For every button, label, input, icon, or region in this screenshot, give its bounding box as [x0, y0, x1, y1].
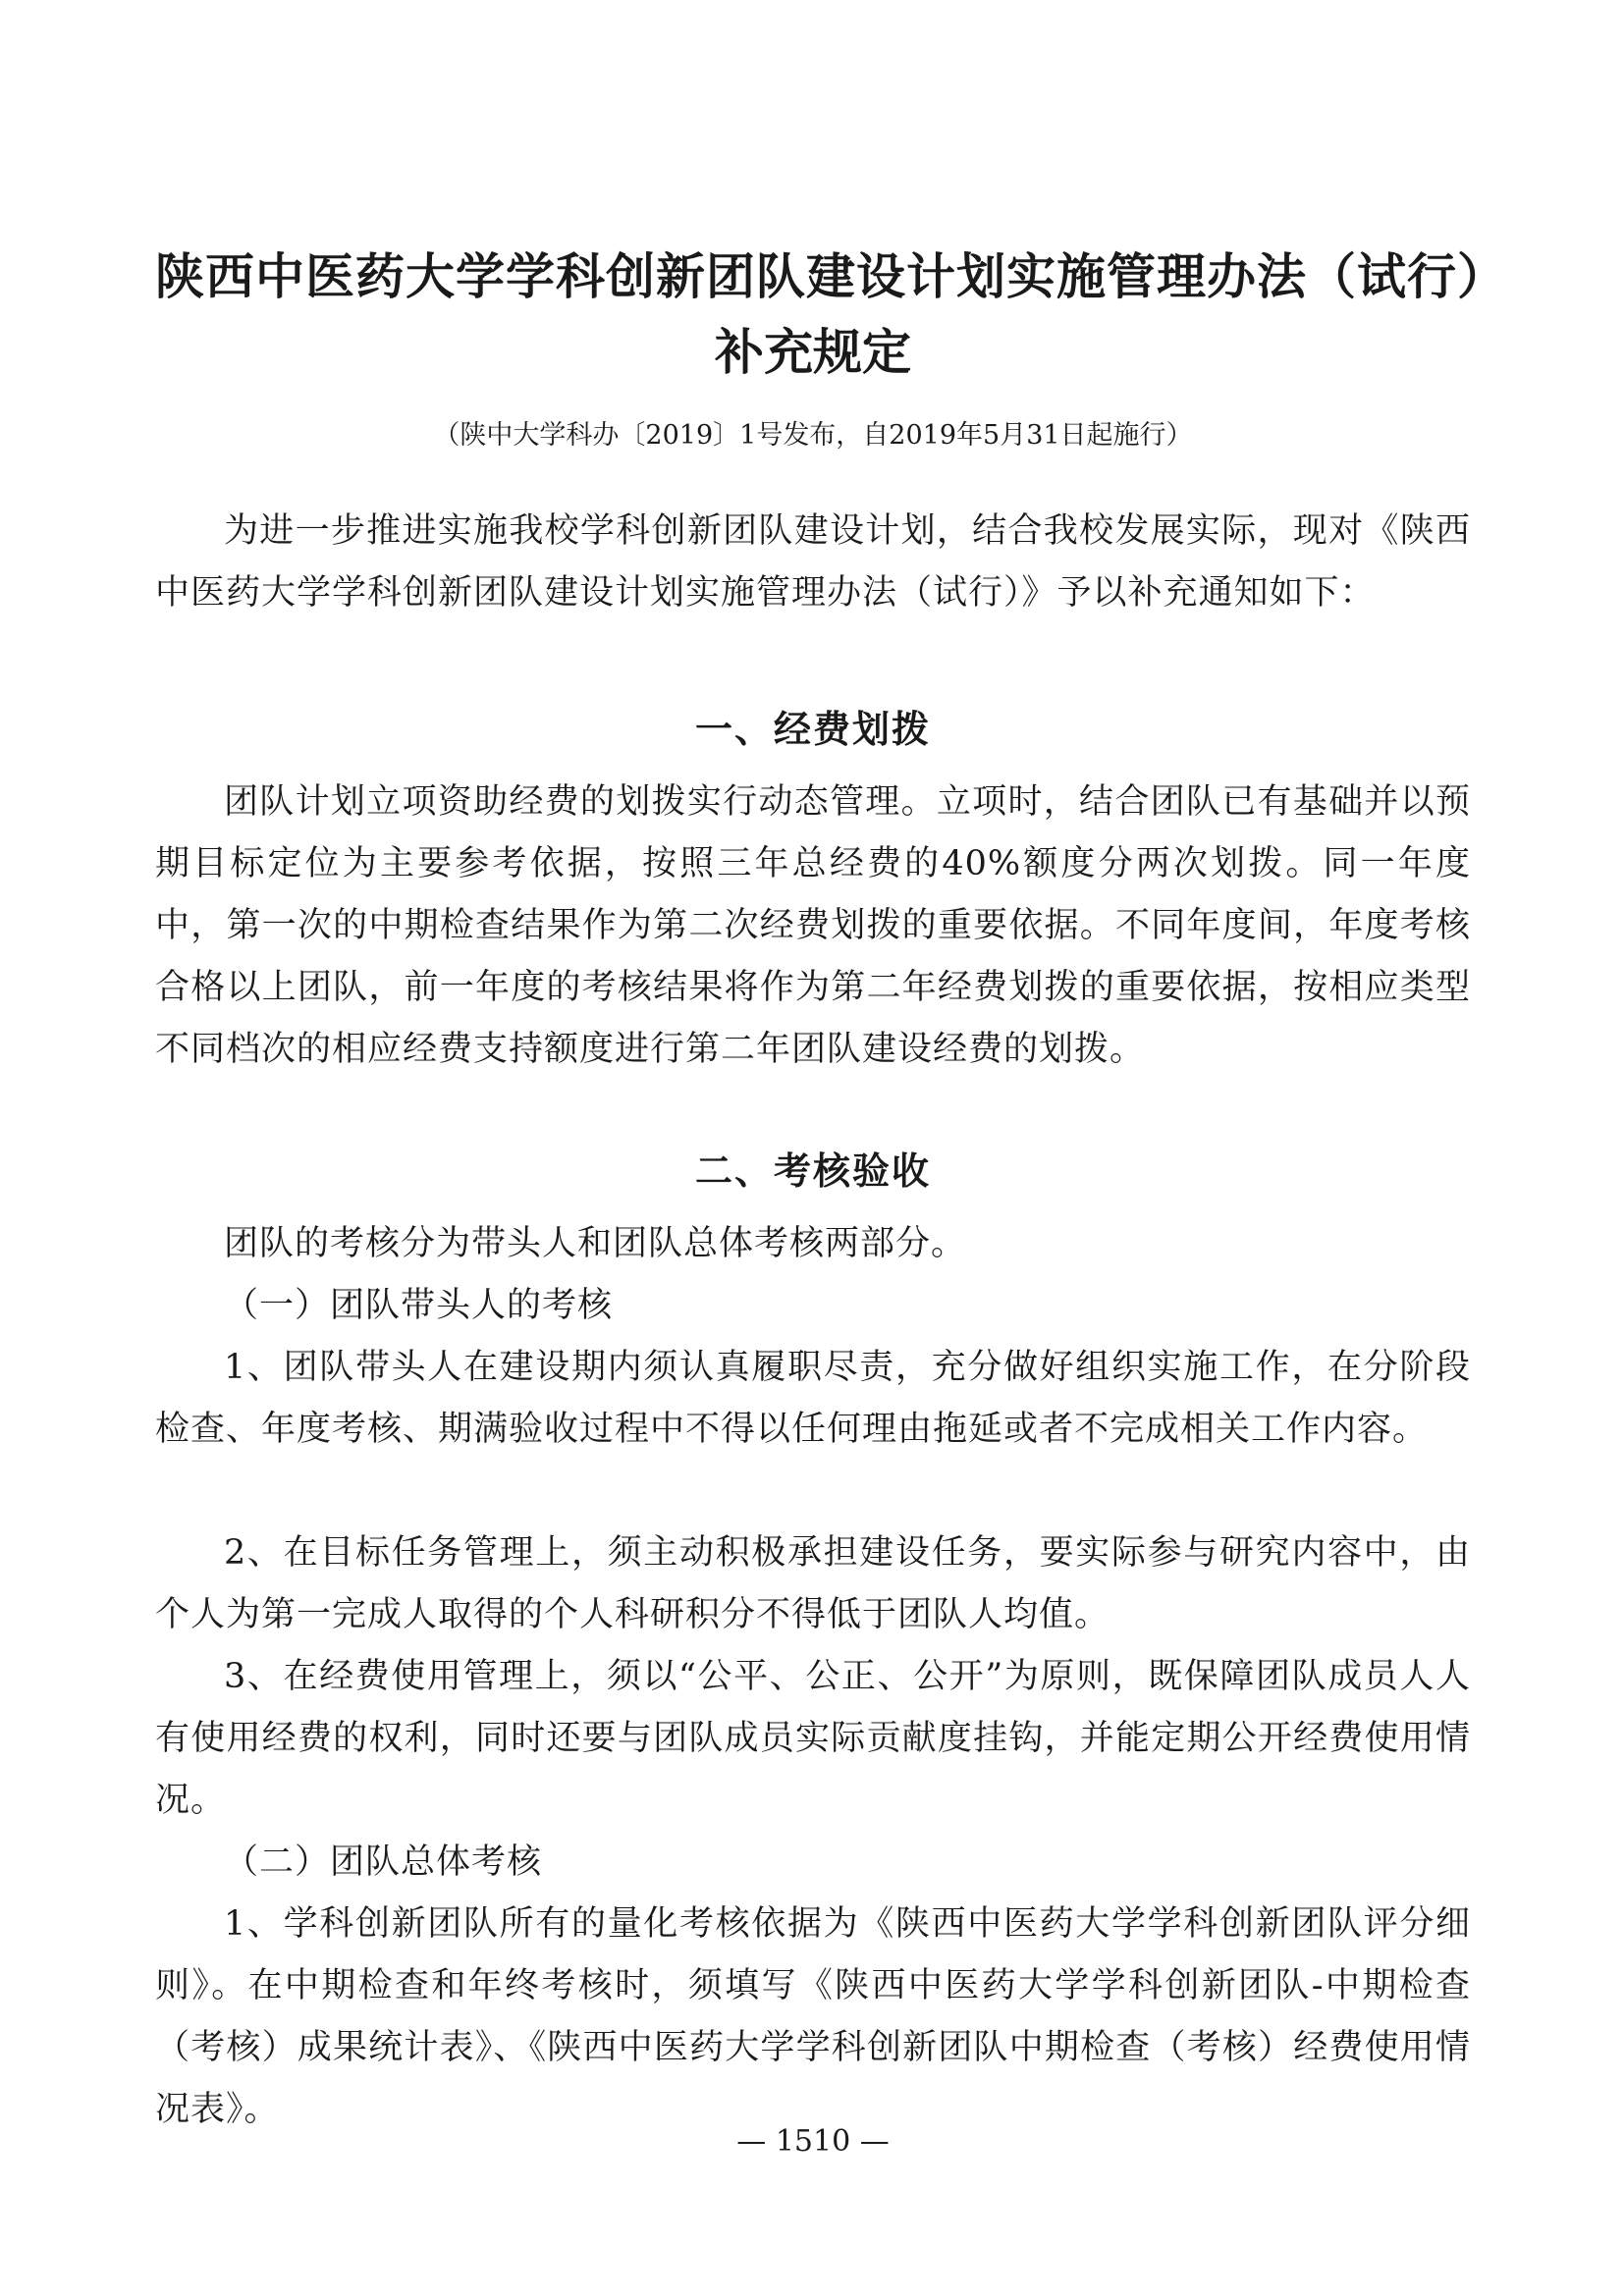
subsection-1-item-1: 1、团队带头人在建设期内须认真履职尽责，充分做好组织实施工作，在分阶段检查、年度考核、期满验收过程中不得以任何理由拖延或者不完成相关工作内容。	[155, 1348, 1471, 1449]
subsection-1-item-2: 2、在目标任务管理上，须主动积极承担建设任务，要实际参与研究内容中，由个人为第一完成人取得的个人科研积分不得低于团队人均值。	[155, 1533, 1471, 1634]
page-number: — 1510 —	[736, 2124, 890, 2159]
subsection-1-item-3: 3、在经费使用管理上，须以“公平、公正、公开”为原则，既保障团队成员人人有使用经费的权利，同时还要与团队成员实际贡献度挂钩，并能定期公开经费使用情况。	[155, 1657, 1471, 1820]
issuance-note: （陕中大学科办〔2019〕1号发布，自2019年5月31日起施行）	[433, 420, 1193, 451]
section-1-body: 团队计划立项资助经费的划拨实行动态管理。立项时，结合团队已有基础并以预期目标定位为主要参考依据，按照三年总经费的40%额度分两次划拨。同一年度中，第一次的中期检查结果作为第二次经费划拨的重要依据。不同年度间，年度考核合格以上团队，前一年度的考核结果将作为第二年经费划拨的重要依据，按相应类型不同档次的相应经费支持额度进行第二年团队建设经费的划拨。	[155, 782, 1471, 1069]
document-page	[155, 0, 1507, 2296]
section-1-heading: 一、经费划拨	[694, 708, 931, 751]
intro-paragraph: 为进一步推进实施我校学科创新团队建设计划，结合我校发展实际，现对《陕西中医药大学学科创新团队建设计划实施管理办法（试行）》予以补充通知如下：	[155, 511, 1471, 613]
document-title-line-2: 补充规定	[715, 324, 911, 381]
subsection-2-item-1: 1、学科创新团队所有的量化考核依据为《陕西中医药大学学科创新团队评分细则》。在中期检查和年终考核时，须填写《陕西中医药大学学科创新团队-中期检查（考核）成果统计表》、《陕西中医药大学学科创新团队中期检查（考核）经费使用情况表》。	[155, 1904, 1471, 2129]
document-title-line-1: 陕西中医药大学学科创新团队建设计划实施管理办法（试行）	[155, 248, 1507, 305]
section-2-intro: 团队的考核分为带头人和团队总体考核两部分。	[224, 1224, 967, 1263]
subsection-2-heading: （二）团队总体考核	[224, 1842, 543, 1882]
section-2-heading: 二、考核验收	[694, 1149, 931, 1193]
subsection-1-heading: （一）团队带头人的考核	[224, 1286, 614, 1325]
